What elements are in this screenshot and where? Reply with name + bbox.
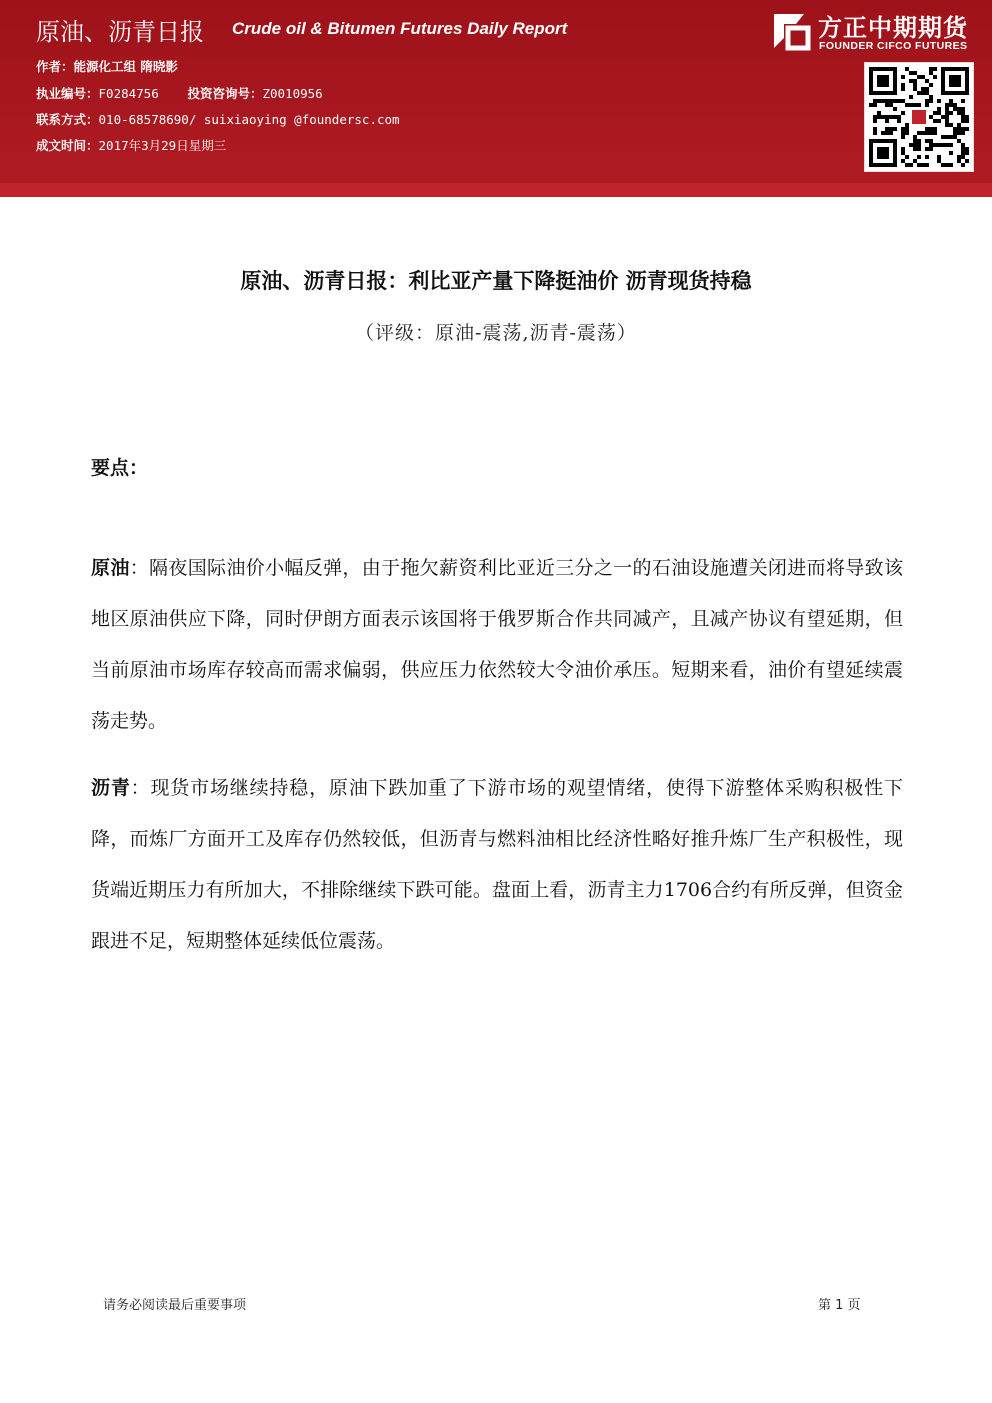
crude-lead: 原油	[91, 557, 130, 579]
header-title-cn: 原油、沥青日报	[36, 18, 204, 46]
date-label: 成文时间：	[36, 138, 99, 153]
logo-name-en: FOUNDER CIFCO FUTURES	[819, 40, 968, 52]
consult-label: 投资咨询号：	[187, 86, 263, 101]
crude-text: ：隔夜国际油价小幅反弹，由于拖欠薪资利比亚近三分之一的石油设施遭关闭进而将导致该地区原油供应下降，同时伊朗方面表示该国将于俄罗斯合作共同减产，且减产协议有望延期，但当前原油市场库存较高而需求偏弱，供应压力依然较大令油价承压。短期来看，油价有望延续震荡走势。	[91, 557, 903, 732]
founder-logo	[770, 6, 985, 58]
license-line	[36, 84, 323, 102]
author-line	[36, 57, 178, 75]
header-title-en: Crude oil & Bitumen Futures Daily Report	[232, 19, 568, 38]
contact-line	[36, 110, 400, 128]
qr-code-icon	[864, 62, 974, 172]
logo-name-cn: 方正中期期货	[818, 14, 968, 42]
bitumen-lead: 沥青	[91, 777, 131, 799]
bitumen-text: ：现货市场继续持稳，原油下跌加重了下游市场的观望情绪，使得下游整体采购积极性下降，而炼厂方面开工及库存仍然较低，但沥青与燃料油相比经济性略好推升炼厂生产积极性，现货端近期压力有所加大，不排除继续下跌可能。盘面上看，沥青主力1706合约有所反弹，但资金跟进不足，短期整体延续低位震荡。	[91, 777, 903, 952]
header-stripe	[0, 183, 992, 197]
contact-value: 010-68578690/ suixiaoying @foundersc.com	[98, 112, 400, 127]
document-title: 原油、沥青日报：利比亚产量下降挺油价 沥青现货持稳	[240, 269, 752, 293]
page-number: 第 1 页	[818, 1298, 861, 1313]
footer-notice: 请务必阅读最后重要事项	[103, 1298, 247, 1313]
bitumen-paragraph	[91, 763, 903, 967]
author-value: 能源化工组 隋晓影	[73, 59, 178, 74]
date-value: 2017年3月29日星期三	[98, 138, 227, 153]
key-points-heading: 要点：	[91, 457, 149, 479]
report-header	[0, 0, 992, 183]
license-value: F0284756	[98, 86, 159, 101]
rating-line: （评级：原油-震荡,沥青-震荡）	[355, 322, 637, 344]
author-label: 作者：	[36, 59, 74, 74]
license-label: 执业编号：	[36, 86, 99, 101]
crude-paragraph	[91, 543, 903, 747]
founder-logo-icon	[770, 10, 812, 52]
consult-value: Z0010956	[262, 86, 323, 101]
contact-label: 联系方式：	[36, 112, 99, 127]
date-line	[36, 136, 226, 154]
